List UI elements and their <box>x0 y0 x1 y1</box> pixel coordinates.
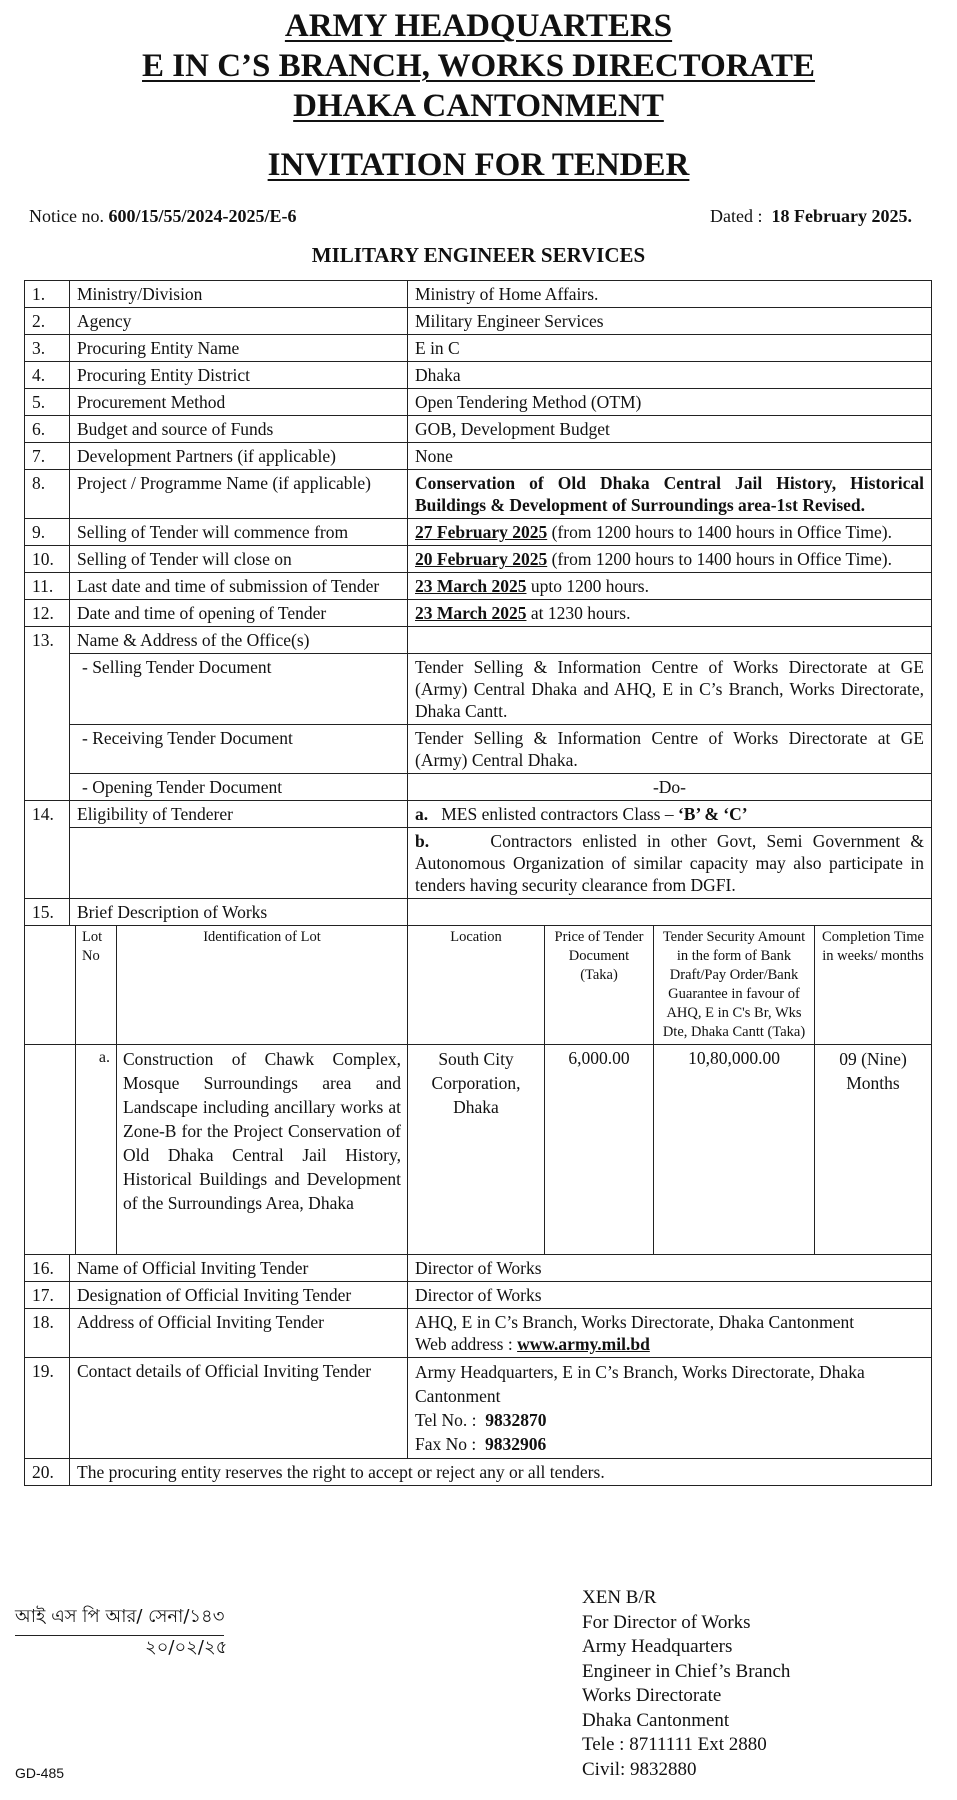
signature-line: For Director of Works <box>582 1611 751 1633</box>
web-address-link[interactable]: www.army.mil.bd <box>517 1334 650 1354</box>
notice-date: Dated : 18 February 2025. <box>710 206 912 226</box>
lots-container <box>25 926 932 1255</box>
row-label: Last date and time of submission of Tender <box>70 573 408 600</box>
row-label: Development Partners (if applicable) <box>70 443 408 470</box>
row-value: Open Tendering Method (OTM) <box>408 389 932 416</box>
header-branch: E IN C’S BRANCH, WORKS DIRECTORATE <box>142 48 815 84</box>
header-location: Location <box>408 926 545 1045</box>
row-value: E in C <box>408 335 932 362</box>
table-row <box>25 600 932 627</box>
signature-line: Works Directorate <box>582 1685 722 1706</box>
row-label: Selling of Tender will close on <box>70 546 408 573</box>
opening-time: 23 March 2025 at 1230 hours. <box>408 600 932 627</box>
project-name: Conservation of Old Dhaka Central Jail History, Historical Buildings & Development of Surroundings area-1st Revised. <box>408 470 932 519</box>
header-price: Price of Tender Document (Taka) <box>545 926 654 1045</box>
empty-cell <box>25 1045 76 1255</box>
row-number: 6. <box>25 416 70 443</box>
eligibility-a: a. MES enlisted contractors Class – ‘B’ & ‘C’ <box>408 801 932 828</box>
empty-cell <box>408 899 932 926</box>
bangla-reference: আই এস পি আর/ সেনা/১৪৩ <box>15 1602 224 1636</box>
row-label: Ministry/Division <box>70 281 408 308</box>
row-number: 12. <box>25 600 70 627</box>
row-number: 4. <box>25 362 70 389</box>
row-number: 5. <box>25 389 70 416</box>
lot-completion: 09 (Nine) Months <box>815 1045 932 1255</box>
lot-row <box>25 1045 931 1255</box>
web-address: Web address : www.army.mil.bd <box>415 1334 650 1354</box>
table-row <box>25 801 932 828</box>
row-label: Procurement Method <box>70 389 408 416</box>
row-label: Project / Programme Name (if applicable) <box>70 470 408 519</box>
table-row <box>25 335 932 362</box>
reserve-statement: The procuring entity reserves the right to accept or reject any or all tenders. <box>70 1459 932 1486</box>
table-row <box>25 828 932 899</box>
table-row <box>25 573 932 600</box>
lots-header-row <box>25 926 931 1045</box>
contact-value <box>408 1358 932 1459</box>
row-label: Agency <box>70 308 408 335</box>
lot-number: a. <box>76 1045 117 1255</box>
row-number: 17. <box>25 1282 70 1309</box>
row-label: Selling of Tender will commence from <box>70 519 408 546</box>
contact-tel: Tel No. : 9832870 <box>415 1410 547 1430</box>
row-number: 10. <box>25 546 70 573</box>
tender-details-table <box>24 280 932 1486</box>
row-value: Military Engineer Services <box>408 308 932 335</box>
footer-code: GD-485 <box>15 1765 65 1781</box>
lot-security: 10,80,000.00 <box>654 1045 815 1255</box>
row-label: - Selling Tender Document <box>70 654 408 725</box>
table-row <box>25 546 932 573</box>
notice-number: Notice no. 600/15/55/2024-2025/E-6 <box>29 206 297 226</box>
table-row <box>25 627 932 654</box>
address-text: AHQ, E in C’s Branch, Works Directorate, Dhaka Cantonment <box>415 1312 855 1332</box>
table-row <box>25 1255 932 1282</box>
row-label: Procuring Entity District <box>70 362 408 389</box>
row-number: 11. <box>25 573 70 600</box>
receiving-office: Tender Selling & Information Centre of Works Directorate at GE (Army) Central Dhaka. <box>408 725 932 774</box>
row-number: 20. <box>25 1459 70 1486</box>
row-number: 15. <box>25 899 70 926</box>
subtitle: MILITARY ENGINEER SERVICES <box>311 243 646 267</box>
lots-table <box>25 926 931 1254</box>
row-number: 14. <box>25 801 70 899</box>
signature-line: Dhaka Cantonment <box>582 1709 730 1731</box>
opening-office: -Do- <box>408 774 932 801</box>
signature-line: XEN B/R <box>582 1587 657 1608</box>
row-number: 18. <box>25 1309 70 1358</box>
lot-identification: Construction of Chawk Complex, Mosque Surroundings area and Landscape including ancillary works at Zone-B for the Project Conservation of Old Dhaka Central Jail History, Historical Buildings and Development of the Surroundings Area, Dhaka <box>117 1045 408 1255</box>
header-identification: Identification of Lot <box>117 926 408 1045</box>
empty-cell <box>408 627 932 654</box>
table-row <box>25 470 932 519</box>
table-row <box>25 389 932 416</box>
empty-cell <box>70 828 408 899</box>
row-number: 7. <box>25 443 70 470</box>
row-value: GOB, Development Budget <box>408 416 932 443</box>
row-number: 1. <box>25 281 70 308</box>
signature-line: Civil: 9832880 <box>582 1758 697 1780</box>
row-label: Eligibility of Tenderer <box>70 801 408 828</box>
signature-line: Army Headquarters <box>582 1636 733 1657</box>
row-label: - Opening Tender Document <box>70 774 408 801</box>
table-row <box>25 519 932 546</box>
contact-fax: Fax No : 9832906 <box>415 1434 547 1454</box>
page-title: INVITATION FOR TENDER <box>267 147 690 183</box>
bangla-date: ২০/০২/২৫ <box>145 1637 228 1658</box>
row-number: 9. <box>25 519 70 546</box>
row-label: Designation of Official Inviting Tender <box>70 1282 408 1309</box>
signature-block <box>582 1586 790 1782</box>
lot-price: 6,000.00 <box>545 1045 654 1255</box>
address-value <box>408 1309 932 1358</box>
selling-office: Tender Selling & Information Centre of Works Directorate at GE (Army) Central Dhaka and AHQ, E in C’s Branch, Works Directorate, Dhaka Cantt. <box>408 654 932 725</box>
table-row <box>25 416 932 443</box>
signature-line: Tele : 8711111 Ext 2880 <box>582 1734 767 1755</box>
row-number: 2. <box>25 308 70 335</box>
lots-row <box>25 926 932 1255</box>
row-value: Director of Works <box>408 1282 932 1309</box>
lot-location: South City Corporation, Dhaka <box>408 1045 545 1255</box>
signature-line: Engineer in Chief’s Branch <box>582 1660 791 1682</box>
row-label: - Receiving Tender Document <box>70 725 408 774</box>
table-row <box>25 899 932 926</box>
empty-cell <box>25 926 76 1045</box>
eligibility-b: b. Contractors enlisted in other Govt, Semi Government & Autonomous Organization of similar capacity may also participate in tenders having security clearance from DGFI. <box>408 828 932 899</box>
header-completion: Completion Time in weeks/ months <box>815 926 932 1045</box>
header-cantonment: DHAKA CANTONMENT <box>293 88 664 124</box>
row-value: None <box>408 443 932 470</box>
table-row <box>25 1358 932 1459</box>
header-lot-no: Lot No <box>76 926 117 1045</box>
row-value: Director of Works <box>408 1255 932 1282</box>
table-row <box>25 1282 932 1309</box>
table-row <box>25 725 932 774</box>
row-value: Dhaka <box>408 362 932 389</box>
row-number: 8. <box>25 470 70 519</box>
row-label: Address of Official Inviting Tender <box>70 1309 408 1358</box>
sale-close: 20 February 2025 (from 1200 hours to 1400 hours in Office Time). <box>408 546 932 573</box>
table-row <box>25 1309 932 1358</box>
table-row <box>25 774 932 801</box>
row-number: 16. <box>25 1255 70 1282</box>
table-row <box>25 1459 932 1486</box>
row-label: Brief Description of Works <box>70 899 408 926</box>
table-row <box>25 443 932 470</box>
row-label: Name & Address of the Office(s) <box>70 627 408 654</box>
row-number: 19. <box>25 1358 70 1459</box>
row-label: Date and time of opening of Tender <box>70 600 408 627</box>
table-row <box>25 308 932 335</box>
contact-address: Army Headquarters, E in C’s Branch, Works Directorate, Dhaka Cantonment <box>415 1362 865 1406</box>
row-label: Contact details of Official Inviting Tender <box>70 1358 408 1459</box>
row-label: Name of Official Inviting Tender <box>70 1255 408 1282</box>
row-label: Budget and source of Funds <box>70 416 408 443</box>
table-row <box>25 362 932 389</box>
submission-deadline: 23 March 2025 upto 1200 hours. <box>408 573 932 600</box>
table-row <box>25 654 932 725</box>
row-number: 3. <box>25 335 70 362</box>
row-label: Procuring Entity Name <box>70 335 408 362</box>
row-value: Ministry of Home Affairs. <box>408 281 932 308</box>
table-row <box>25 281 932 308</box>
sale-start: 27 February 2025 (from 1200 hours to 1400 hours in Office Time). <box>408 519 932 546</box>
header-security: Tender Security Amount in the form of Bank Draft/Pay Order/Bank Guarantee in favour of AHQ, E in C's Br, Wks Dte, Dhaka Cantt (Taka) <box>654 926 815 1045</box>
row-number: 13. <box>25 627 70 801</box>
header-army-hq: ARMY HEADQUARTERS <box>284 8 673 44</box>
